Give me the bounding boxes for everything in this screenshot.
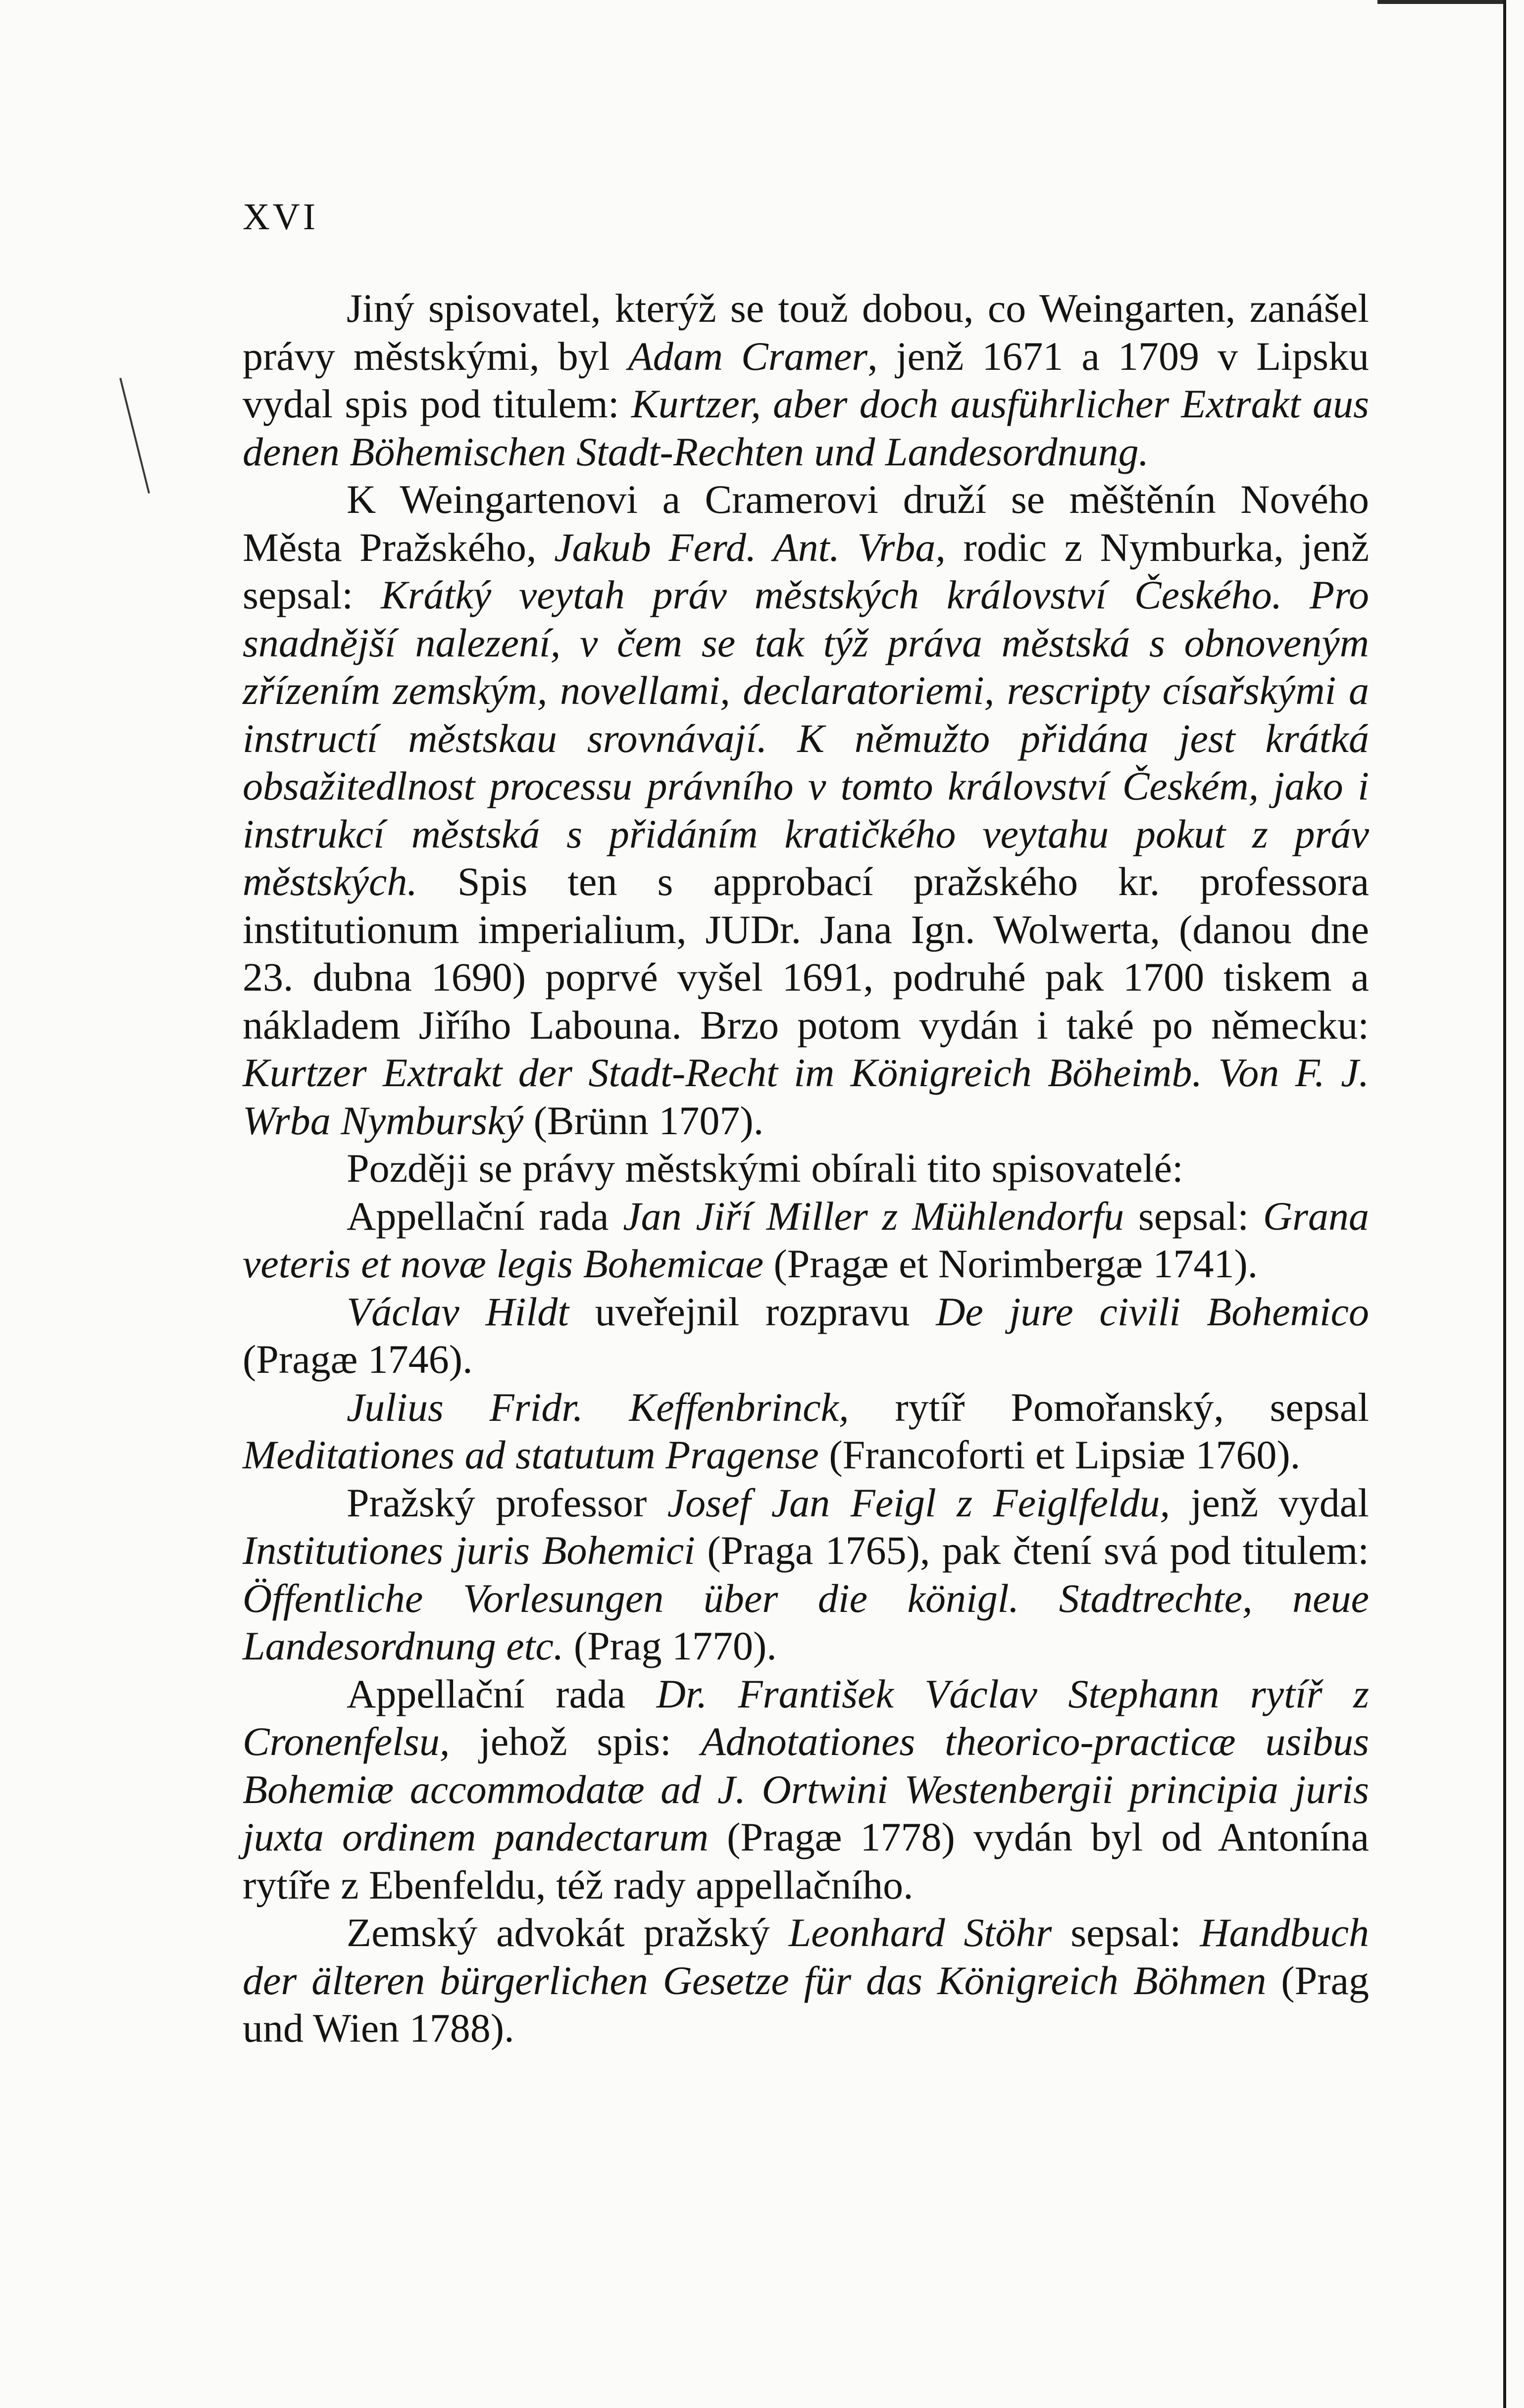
italic-title-run: Kurtzer, aber doch ausführlicher Extrakt aus denen Böhemischen Stadt-Rechten und Landesordnung.	[243, 381, 1370, 474]
text-run: (Prag 1770).	[563, 1623, 777, 1668]
italic-title-run: Julius Fridr. Keffenbrinck,	[347, 1384, 849, 1430]
italic-title-run: Jan Jiří Miller z Mühlendorfu	[623, 1193, 1124, 1239]
text-run: (Praga 1765), pak čtení svá pod titulem:	[695, 1528, 1370, 1573]
italic-title-run: Dr. František Václav Stephann rytíř z Cronenfelsu,	[243, 1671, 1369, 1764]
text-run: (Pragæ 1746).	[243, 1337, 473, 1382]
text-run: Pražský professor	[347, 1480, 667, 1525]
page-edge	[1503, 0, 1506, 2408]
body-text	[243, 285, 1369, 2053]
italic-title-run: Krátký veytah práv městských království Českého. Pro snadnější nalezení, v čem se tak týž práva městská s obnoveným zřízením zemským, novellami, declaratoriemi, rescripty císařskými a instructí městskau srovnávají. K němužto přidána jest krátká obsažitedlnost processu právního v tomto království Českém, jako i instrukcí městská s přidáním kratičkého veytahu pokut z práv městských.	[243, 572, 1369, 904]
italic-title-run: Öffentliche Vorlesungen über die königl. Stadtrechte, neue Landesordnung etc.	[243, 1575, 1369, 1668]
italic-title-run: Adnotationes theorico-practicæ usibus Bohemiæ accommodatæ ad J. Ortwini Westenbergii principia juris juxta ordinem pandectarum	[243, 1719, 1369, 1859]
text-run: (Francoforti et Lipsiæ 1760).	[818, 1432, 1301, 1477]
paragraph-stohr	[243, 1909, 1369, 2053]
text-run: rytíř Pomořanský, sepsal	[849, 1384, 1369, 1430]
italic-title-run: De jure civili Bohemico	[936, 1289, 1369, 1334]
margin-pencil-mark	[119, 378, 150, 494]
text-run: jehož spis:	[450, 1719, 701, 1764]
paragraph-vrba	[243, 476, 1369, 1145]
text-run: (Pragæ et Norimbergæ 1741).	[763, 1241, 1258, 1286]
text-run: Spis ten s approbací pražského kr. professora institutionum imperialium, JUDr. Jana Ign. Wolwerta, (danou dne 23. dubna 1690) poprvé vyšel 1691, podruhé pak 1700 tiskem a nákladem Jiřího Labouna. Brzo potom vydán i také po německu:	[243, 859, 1369, 1048]
text-run: Appellační rada	[347, 1671, 657, 1716]
text-run: sepsal:	[1052, 1910, 1200, 1955]
paragraph-miller	[243, 1193, 1369, 1288]
italic-title-run: Josef Jan Feigl z Feiglfeldu,	[667, 1480, 1170, 1525]
page-edge-top	[1377, 0, 1506, 4]
italic-title-run: Václav Hildt	[347, 1289, 569, 1334]
text-run: K Weingartenovi a Cramerovi druží se měštěnín Nového Města Pražského,	[243, 477, 1369, 570]
text-run: Appellační rada	[347, 1193, 623, 1239]
paragraph-stephann	[243, 1670, 1369, 1909]
paragraph-keffenbrinck	[243, 1384, 1369, 1479]
text-run: uveřejnil rozpravu	[569, 1289, 936, 1334]
text-run: (Prag und Wien 1788).	[243, 1957, 1369, 2051]
italic-title-run: Institutiones juris Bohemici	[243, 1528, 696, 1573]
paragraph-pozdeji	[243, 1145, 1369, 1193]
text-run: , jenž 1671 a 1709 v Lipsku vydal spis pod titulem:	[243, 333, 1369, 426]
italic-title-run: Leonhard Stöhr	[788, 1910, 1052, 1955]
italic-title-run: Adam Cramer	[628, 333, 868, 379]
italic-title-run: Kurtzer Extrakt der Stadt-Recht im Königreich Böheimb. Von F. J. Wrba Nymburský	[243, 1050, 1369, 1143]
text-run: Později se právy městskými obírali tito spisovatelé:	[347, 1146, 1183, 1191]
text-run: Zemský advokát pražský	[347, 1910, 789, 1955]
italic-title-run: Jakub Ferd. Ant. Vrba,	[554, 524, 946, 570]
text-run: Jiný spisovatel, kterýž se touž dobou, co Weingarten, zanášel právy městskými, byl	[243, 286, 1369, 379]
page-number: XVI	[243, 196, 319, 238]
text-run: sepsal:	[1124, 1193, 1263, 1239]
paragraph-hildt	[243, 1288, 1369, 1384]
paragraph-cramer	[243, 285, 1369, 476]
italic-title-run: Handbuch der älteren bürgerlichen Gesetze für das Königreich Böhmen	[243, 1910, 1370, 2003]
italic-title-run: Meditationes ad statutum Pragense	[243, 1432, 819, 1477]
text-run: (Pragæ 1778) vydán byl od Antonína rytíře z Ebenfeldu, též rady appellačního.	[243, 1814, 1369, 1907]
text-run: (Brünn 1707).	[523, 1098, 764, 1143]
italic-title-run: Grana veteris et novæ legis Bohemicae	[243, 1193, 1369, 1286]
text-run: jenž vydal	[1170, 1480, 1369, 1525]
paragraph-feigl	[243, 1479, 1369, 1670]
text-run: rodic z Nymburka, jenž sepsal:	[243, 524, 1369, 617]
